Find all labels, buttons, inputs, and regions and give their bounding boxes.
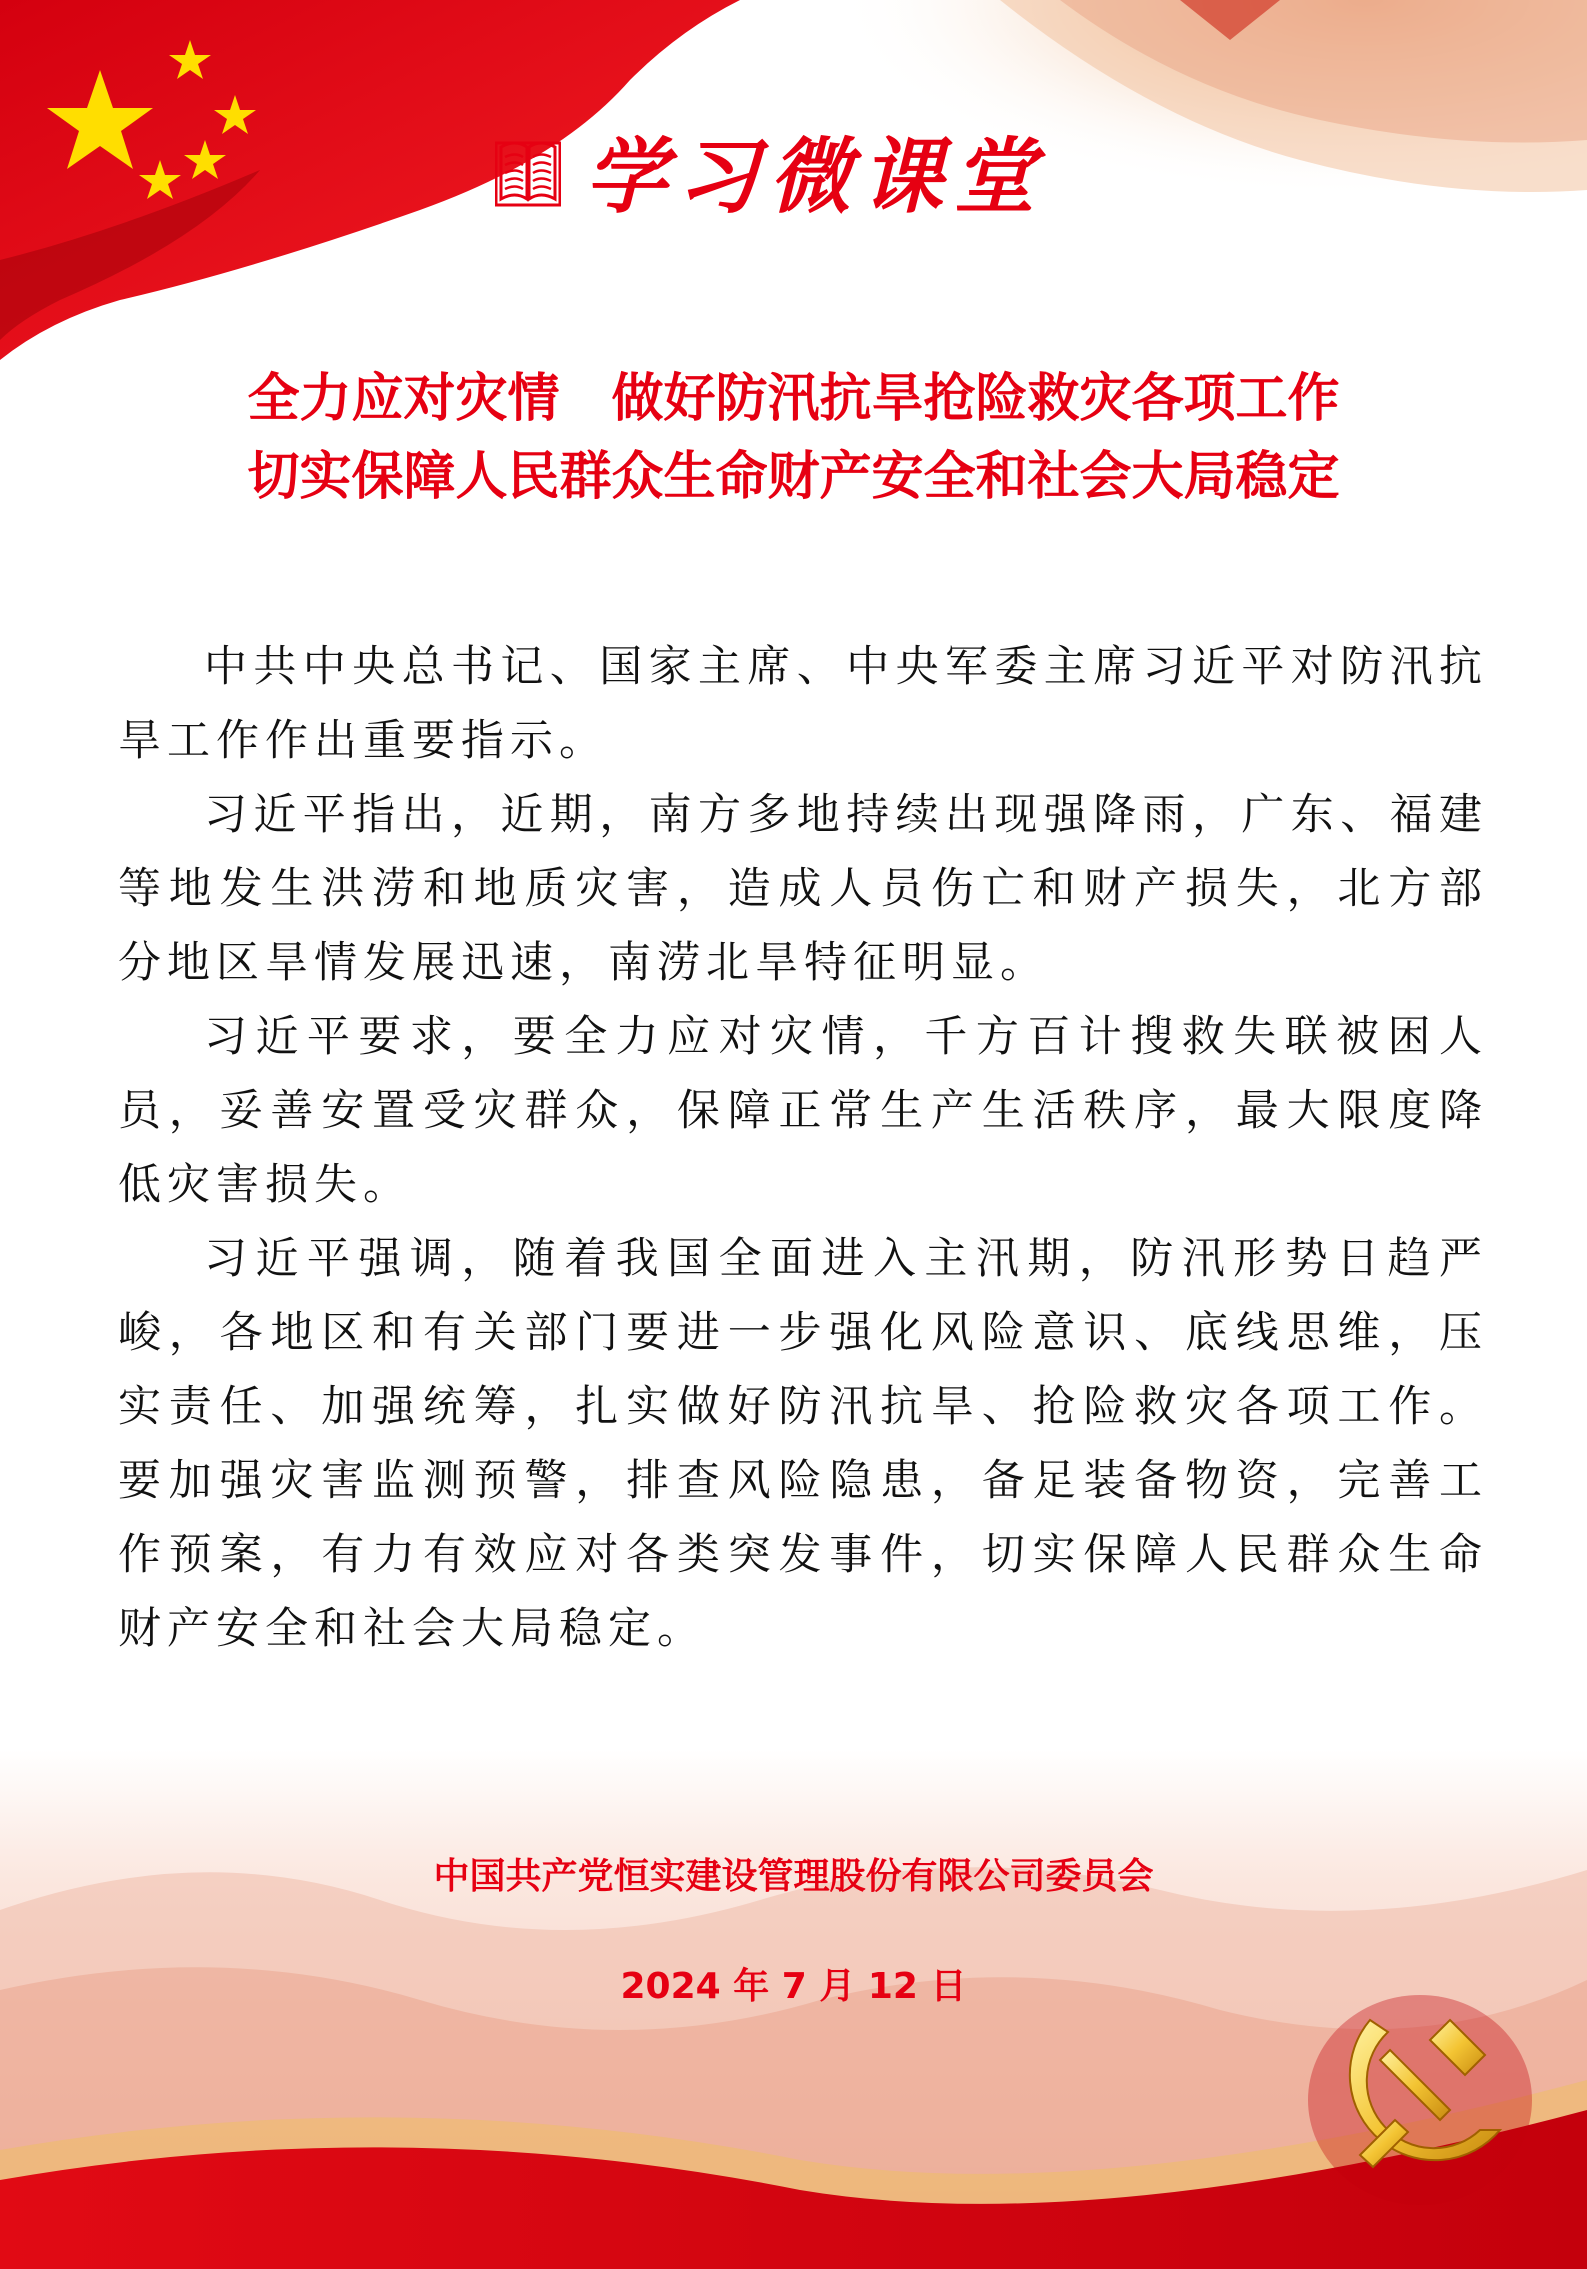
document-title: [0, 360, 1587, 516]
issue-date: 2024 年 7 月 12 日: [620, 1966, 967, 2007]
title-line-1: 全力应对灾情 做好防汛抗旱抢险救灾各项工作: [247, 368, 1340, 429]
document-body: [118, 630, 1488, 1666]
title-line-2: 切实保障人民群众生命财产安全和社会大局稳定: [247, 446, 1340, 507]
logo-title: 学习微课堂: [585, 128, 1045, 225]
issuing-organization: 中国共产党恒实建设管理股份有限公司委员会: [433, 1856, 1154, 1897]
paragraph-2: 习近平指出，近期，南方多地持续出现强降雨，广东、福建等地发生洪涝和地质灾害，造成人员伤亡和财产损失，北方部分地区旱情发展迅速，南涝北旱特征明显。: [118, 790, 1488, 988]
paragraph-1: 中共中央总书记、国家主席、中央军委主席习近平对防汛抗旱工作作出重要指示。: [118, 642, 1488, 766]
paragraph-3: 习近平要求，要全力应对灾情，千方百计搜救失联被困人员，妥善安置受灾群众，保障正常生产生活秩序，最大限度降低灾害损失。: [118, 1012, 1488, 1210]
party-emblem-icon: [1300, 1980, 1540, 2210]
open-book-icon: [495, 133, 561, 207]
paragraph-4: 习近平强调，随着我国全面进入主汛期，防汛形势日趋严峻，各地区和有关部门要进一步强化风险意识、底线思维，压实责任、加强统筹，扎实做好防汛抗旱、抢险救灾各项工作。要加强灾害监测预警，排查风险隐患，备足装备物资，完善工作预案，有力有效应对各类突发事件，切实保障人民群众生命财产安全和社会大局稳定。: [118, 1234, 1488, 1654]
header-logo: [495, 115, 1045, 225]
